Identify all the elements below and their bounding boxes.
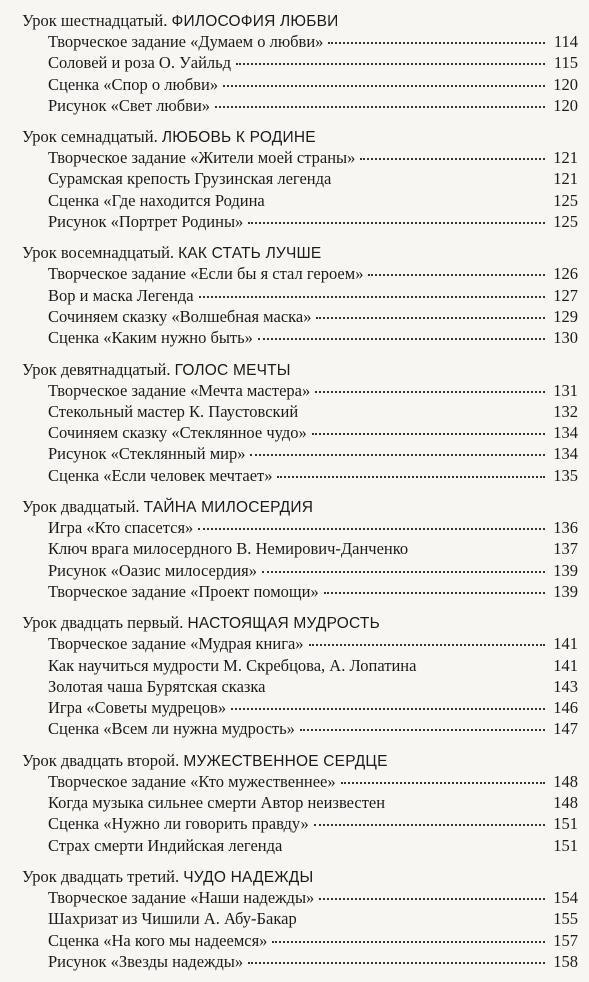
page-number: 139 (553, 560, 578, 580)
page-number: 126 (553, 264, 578, 284)
lesson-heading (22, 359, 578, 380)
dot-leader (315, 390, 545, 393)
lesson-heading (22, 612, 578, 633)
dot-leader (236, 62, 545, 65)
toc-entry (22, 465, 578, 486)
dot-leader (248, 961, 545, 964)
entry-title: Страх смерти Индийская легенда (48, 835, 283, 855)
toc-entry (22, 52, 578, 73)
dot-leader (328, 41, 545, 44)
entry-title: Шахризат из Чишили А. Абу-Бакар (48, 909, 297, 929)
page-number: 157 (553, 930, 578, 950)
dot-leader (223, 84, 545, 87)
toc-entry (22, 74, 578, 95)
lesson-number: Урок девятнадцатый. (22, 359, 171, 379)
page-number: 143 (553, 676, 578, 696)
page-number: 136 (553, 518, 578, 538)
lesson-theme: ФИЛОСОФИЯ ЛЮБВИ (171, 13, 339, 30)
entry-title: Игра «Кто спасется» (48, 518, 194, 538)
toc-entry (22, 285, 578, 306)
entry-title: Рисунок «Свет любви» (48, 95, 211, 115)
page-number: 148 (553, 771, 578, 791)
entry-title: Сценка «Если человек мечтает» (48, 465, 273, 485)
page-number: 155 (553, 909, 578, 929)
page-number: 137 (553, 539, 578, 559)
toc-entry (22, 517, 578, 538)
dot-leader (316, 316, 545, 319)
toc-entry (22, 401, 578, 422)
entry-title: Сочиняем сказку «Волшебная маска» (48, 306, 312, 326)
dot-leader (258, 337, 545, 340)
toc-entry (22, 581, 578, 602)
toc-entry (22, 908, 578, 929)
entry-title: Соловей и роза О. Уайльд (48, 53, 232, 73)
entry-title: Творческое задание «Думаем о любви» (48, 32, 324, 51)
dot-leader (360, 157, 545, 160)
page-number: 148 (553, 793, 578, 813)
table-of-contents (22, 10, 578, 982)
entry-title: Сочиняем сказку «Стеклянное чудо» (48, 423, 307, 443)
entry-title: Ключ врага милосердного В. Немирович-Данченко (48, 539, 409, 559)
page-number: 114 (553, 32, 578, 51)
dot-leader (300, 728, 545, 731)
entry-title: Сценка «На кого мы надеемся» (48, 930, 268, 950)
toc-entry (22, 147, 578, 168)
lesson-number: Урок двадцать первый. (22, 613, 184, 633)
page-number: 121 (553, 169, 578, 189)
toc-entry (22, 835, 578, 856)
toc-entry (22, 951, 578, 972)
entry-title: Игра «Советы мудрецов» (48, 698, 227, 718)
lesson-heading (22, 866, 578, 887)
entry-title: Творческое задание «Проект помощи» (48, 581, 319, 601)
page-number: 120 (553, 74, 578, 94)
page-number: 135 (553, 465, 578, 485)
toc-entry (22, 327, 578, 348)
page-number: 158 (553, 951, 578, 971)
lesson-number: Урок восемнадцатый. (22, 243, 175, 263)
dot-leader (319, 897, 545, 900)
page-number: 134 (553, 444, 578, 464)
lesson-number: Урок двадцать третий. (22, 866, 180, 886)
lesson-theme: МУЖЕСТВЕННОЕ СЕРДЦЕ (183, 752, 388, 770)
toc-entry (22, 422, 578, 443)
page-number: 139 (553, 581, 578, 601)
entry-title: Сценка «Нужно ли говорить правду» (48, 814, 309, 834)
page-number: 115 (553, 53, 578, 73)
lesson-heading (22, 126, 578, 147)
page-number: 120 (553, 95, 578, 115)
dot-leader (250, 453, 545, 456)
entry-title: Творческое задание «Мудрая книга» (48, 634, 304, 654)
lesson-theme: НАСТОЯЩАЯ МУДРОСТЬ (187, 615, 380, 633)
toc-entry (22, 813, 578, 834)
toc-entry (22, 676, 578, 697)
page-number: 141 (553, 655, 578, 675)
toc-entry (22, 168, 578, 189)
page-number: 146 (553, 698, 578, 718)
entry-title: Творческое задание «Мечта мастера» (48, 380, 311, 400)
dot-leader (231, 707, 545, 710)
lesson-section (22, 126, 578, 232)
lesson-number: Урок семнадцатый. (22, 127, 158, 147)
lesson-heading (22, 496, 578, 517)
lesson-heading (22, 242, 578, 263)
toc-entry (22, 792, 578, 813)
entry-title: Творческое задание «Кто мужественнее» (48, 771, 336, 791)
dot-leader (314, 823, 545, 826)
lesson-number: Урок шестнадцатый. (22, 11, 168, 30)
entry-title: Золотая чаша Бурятская сказка (48, 676, 266, 696)
dot-leader (277, 475, 545, 478)
toc-entry (22, 306, 578, 327)
toc-entry (22, 95, 578, 116)
toc-entry (22, 190, 578, 211)
lesson-number: Урок двадцатый. (22, 497, 140, 517)
toc-entry (22, 211, 578, 232)
lesson-section (22, 612, 578, 739)
dot-leader (199, 295, 545, 298)
lesson-heading (22, 750, 578, 771)
toc-entry (22, 718, 578, 739)
dot-leader (309, 643, 545, 646)
entry-title: Как научиться мудрости М. Скребцова, А. Лопатина (48, 655, 417, 675)
lesson-theme: ТАЙНА МИЛОСЕРДИЯ (143, 499, 314, 517)
entry-title: Рисунок «Портрет Родины» (48, 212, 244, 232)
page-number: 154 (553, 887, 578, 907)
lesson-section (22, 359, 578, 486)
dot-leader (248, 221, 545, 224)
page-number: 147 (553, 719, 578, 739)
entry-title: Вор и маска Легенда (48, 285, 194, 305)
entry-title: Творческое задание «Жители моей страны» (48, 148, 356, 168)
entry-title: Сценка «Всем ли нужна мудрость» (48, 719, 295, 739)
page-number: 130 (553, 328, 578, 348)
page-number: 125 (553, 212, 578, 232)
lesson-heading (22, 10, 578, 31)
entry-title: Стекольный мастер К. Паустовский (48, 401, 299, 421)
entry-title: Рисунок «Стеклянный мир» (48, 444, 246, 464)
toc-entry (22, 443, 578, 464)
entry-title: Творческое задание «Наши надежды» (48, 887, 315, 907)
dot-leader (198, 527, 545, 530)
dot-leader (341, 781, 545, 784)
page-number: 125 (553, 190, 578, 210)
toc-entry (22, 930, 578, 951)
dot-leader (368, 273, 545, 276)
page-number: 127 (553, 285, 578, 305)
page-number: 129 (553, 306, 578, 326)
toc-entry (22, 263, 578, 284)
toc-entry (22, 31, 578, 52)
dot-leader (215, 105, 545, 108)
lesson-theme: КАК СТАТЬ ЛУЧШЕ (178, 245, 322, 263)
toc-entry (22, 771, 578, 792)
toc-entry (22, 538, 578, 559)
entry-title: Рисунок «Звезды надежды» (48, 951, 244, 971)
dot-leader (324, 591, 545, 594)
entry-title: Творческое задание «Если бы я стал героем» (48, 264, 364, 284)
page-number: 151 (553, 814, 578, 834)
lesson-section (22, 866, 578, 972)
lesson-section (22, 496, 578, 602)
lesson-section (22, 10, 578, 116)
dot-leader (272, 940, 545, 943)
lesson-theme: ЧУДО НАДЕЖДЫ (183, 868, 314, 886)
toc-entry (22, 655, 578, 676)
entry-title: Рисунок «Оазис милосердия» (48, 560, 257, 580)
page-number: 132 (553, 401, 578, 421)
page-number: 141 (553, 634, 578, 654)
entry-title: Сценка «Каким нужно быть» (48, 328, 253, 348)
entry-title: Сценка «Где находится Родина (48, 190, 265, 210)
lesson-section (22, 750, 578, 856)
dot-leader (312, 432, 545, 435)
entry-title: Когда музыка сильнее смерти Автор неизвестен (48, 793, 386, 813)
toc-entry (22, 380, 578, 401)
dot-leader (262, 570, 545, 573)
page-number: 151 (553, 835, 578, 855)
page-number: 121 (553, 148, 578, 168)
lesson-theme: ЛЮБОВЬ К РОДИНЕ (161, 129, 316, 147)
entry-title: Сурамская крепость Грузинская легенда (48, 169, 332, 189)
toc-entry (22, 633, 578, 654)
entry-title: Сценка «Спор о любви» (48, 74, 219, 94)
toc-entry (22, 887, 578, 908)
lesson-section (22, 242, 578, 348)
toc-entry (22, 697, 578, 718)
lesson-theme: ГОЛОС МЕЧТЫ (174, 361, 291, 379)
page-number: 131 (553, 380, 578, 400)
toc-entry (22, 560, 578, 581)
lesson-number: Урок двадцать второй. (22, 750, 180, 770)
page-number: 134 (553, 423, 578, 443)
